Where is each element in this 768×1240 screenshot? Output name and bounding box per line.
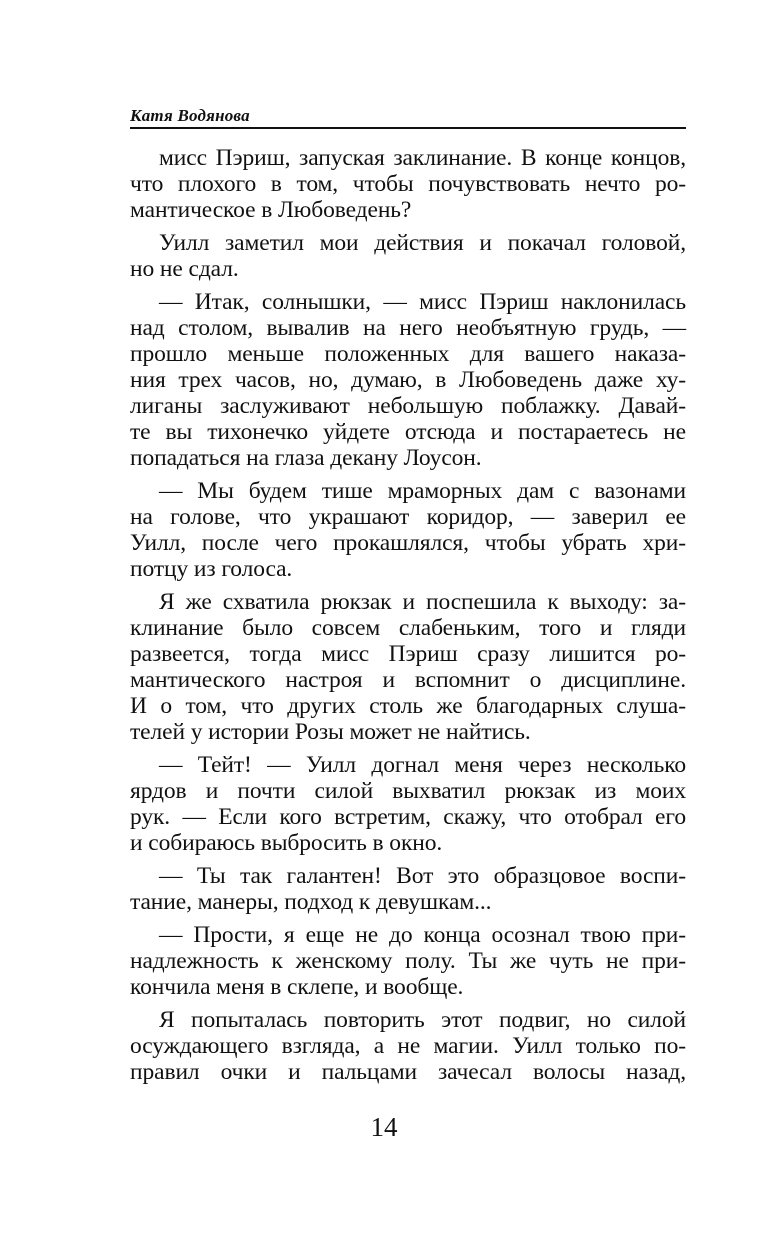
body-text [130,145,686,1092]
text-line: потцу из голоса. [130,556,293,582]
text-line: мантическое в Любоведень? [130,197,412,223]
text-line: Я попыталась повторить этот подвиг, но силой [159,1007,686,1033]
running-head-author: Катя Водянова [130,106,250,125]
page-header [130,100,686,130]
text-line: ния трех часов, но, думаю, в Любоведень даже ху- [130,367,686,393]
text-line: и собираюсь выбросить в окно. [130,830,443,856]
paragraph [130,589,686,745]
text-line: попадаться на глаза декану Лоусон. [130,445,482,471]
text-line: — Тейт! — Уилл догнал меня через несколько [159,752,686,778]
text-line: над столом, вывалив на него необъятную грудь, — [130,315,686,341]
text-line: тание, манеры, подход к девушкам... [130,889,492,915]
paragraph [130,863,686,915]
text-line: мисс Пэриш, запуская заклинание. В конце концов, [159,145,686,171]
paragraph [130,145,686,223]
text-line: ярдов и почти силой выхватил рюкзак из моих [130,778,686,804]
text-line: Уилл, после чего прокашлялся, чтобы убрать хри- [130,530,686,556]
text-line: прошло меньше положенных для вашего наказа- [130,341,686,367]
text-line: что плохого в том, чтобы почувствовать нечто ро- [130,171,686,197]
text-line: но не сдал. [130,256,239,282]
text-line: — Итак, солнышки, — мисс Пэриш наклонилась [159,289,686,315]
text-line: рук. — Если кого встретим, скажу, что отобрал его [130,804,686,830]
text-line: лиганы заслуживают небольшую поблажку. Давай- [130,393,686,419]
text-line: те вы тихонечко уйдете отсюда и постараетесь не [130,419,686,445]
page-number: 14 [370,1112,398,1142]
text-line: правил очки и пальцами зачесал волосы назад, [130,1059,686,1085]
text-line: на голове, что украшают коридор, — заверил ее [130,504,686,530]
text-line: развеется, тогда мисс Пэриш сразу лишится ро- [130,641,686,667]
text-line: клинание было совсем слабеньким, того и гляди [130,615,686,641]
text-line: — Мы будем тише мраморных дам с вазонами [159,478,686,504]
paragraph [130,230,686,282]
text-line: И о том, что других столь же благодарных слуша- [130,693,686,719]
text-line: — Ты так галантен! Вот это образцовое воспи- [159,863,686,889]
paragraph [130,478,686,582]
text-line: кончила меня в склепе, и вообще. [130,974,464,1000]
text-line: Уилл заметил мои действия и покачал головой, [159,230,686,256]
text-line: — Прости, я еще не до конца осознал твою при- [159,922,686,948]
text-line: Я же схватила рюкзак и поспешила к выходу: за- [159,589,686,615]
text-line: осуждающего взгляда, а не магии. Уилл только по- [130,1033,686,1059]
paragraph [130,289,686,471]
paragraph [130,1007,686,1085]
paragraph [130,922,686,1000]
header-rule [130,127,686,129]
text-line: телей у истории Розы может не найтись. [130,719,531,745]
text-line: надлежность к женскому полу. Ты же чуть не при- [130,948,686,974]
text-line: мантического настроя и вспомнит о дисциплине. [130,667,686,693]
paragraph [130,752,686,856]
